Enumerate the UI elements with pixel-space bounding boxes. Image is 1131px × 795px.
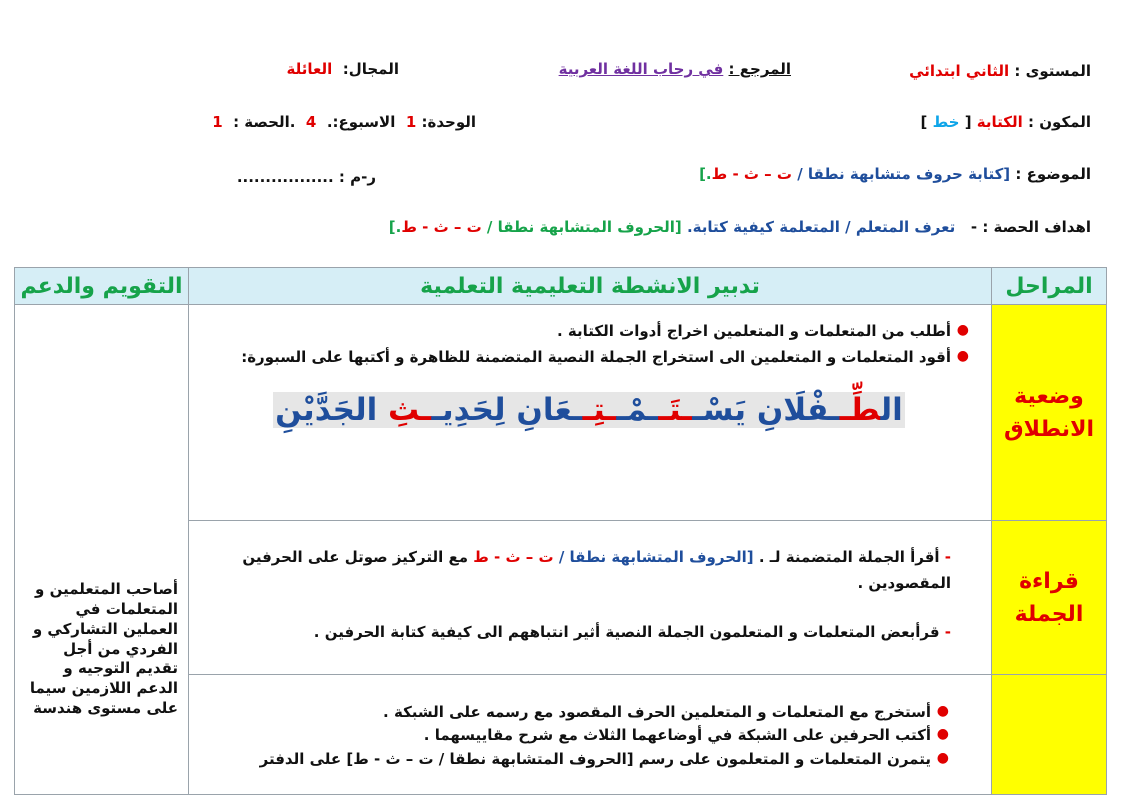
eval-text: أصاحب المتعلمين و المتعلمات في العملين التشاركي و الفردي من أجل تقديم التوجيه و الدعم اللازمين سيما على مستوى هندسة	[29, 579, 178, 718]
session-label: .الحصة :	[233, 113, 296, 131]
s3-item1: أستخرج مع المتعلمات و المتعلمين الحرف المقصود مع رسمه على الشبكة .	[383, 703, 931, 721]
s3-item2: أكتب الحرفين على الشبكة في أوضاعهما الثلاث مع شرح مقاييسهما .	[423, 726, 931, 745]
list-item	[209, 724, 949, 747]
goals-letters: ت – ث - ط	[401, 218, 482, 236]
topic-field	[699, 165, 1091, 183]
list-item: - قرأبعض المتعلمات و المتعلمون الجملة النصية أثير انتباههم الى كيفية كتابة الحرفين .	[313, 623, 951, 641]
level-value: الثاني ابتدائي	[909, 62, 1010, 80]
reference-field	[559, 60, 791, 78]
list-item	[209, 319, 969, 345]
s2-item1-b: [الحروف المتشابهة نطقا /	[558, 548, 754, 566]
goals-label: اهداف الحصة : -	[970, 218, 1091, 236]
list-item	[209, 748, 949, 771]
session-value: 1	[212, 113, 223, 131]
activities-start	[189, 305, 992, 521]
bullet-icon: ●	[936, 749, 949, 766]
s1-item1: أطلب من المتعلمات و المتعلمين اخراج أدوات الكتابة .	[557, 322, 951, 340]
list-item	[209, 701, 949, 724]
eval-cell	[15, 305, 189, 795]
rm-label: ر-م :	[338, 168, 376, 186]
col-eval-header: التقويم والدعم	[15, 268, 189, 305]
stage-reading-line1: قراءة	[1019, 568, 1079, 594]
stage-start-line1: وضعية	[1014, 383, 1084, 409]
bullet-icon: ●	[956, 322, 969, 338]
component-field	[921, 113, 1092, 131]
s1-item2: أقود المتعلمات و المتعلمين الى استخراج الجملة النصية المتضمنة للظاهرة و أكتبها على السبورة:	[241, 347, 951, 366]
s2-item1-c: مع التركيز صوتل على الحرفين المقصودين .	[242, 548, 951, 592]
topic-text: [كتابة حروف متشابهة نطقا /	[797, 165, 1011, 183]
unit-week-session	[212, 113, 476, 131]
list-item: - أقرأ الجملة المتضمنة لـ . [الحروف المتشابهة نطقا / ت – ث - ط مع التركيز صوتل على الحرفين المقصودين .	[242, 548, 951, 592]
sentence-part: الجَدَّيْنِ	[275, 392, 389, 428]
week-value: 4	[305, 113, 317, 131]
activities-reading	[189, 521, 992, 675]
table-header-row	[15, 268, 1107, 305]
sentence-part: ـثِ	[388, 392, 432, 428]
goals-bracket: [الحروف المتشابهة نطقا /	[486, 218, 682, 236]
unit-value: 1	[405, 113, 417, 131]
sentence-part: ـمْـ	[616, 392, 659, 428]
bullet-icon: ●	[936, 703, 949, 719]
sentence-part: ـتَـ	[658, 392, 693, 428]
col-stages-header: المراحل	[992, 268, 1107, 305]
s2-item1-letters: ت – ث - ط	[473, 548, 554, 566]
topic-label: الموضوع :	[1015, 165, 1091, 183]
stage-third	[992, 675, 1107, 795]
goals-close: .]	[388, 218, 402, 236]
unit-label: الوحدة:	[421, 113, 476, 131]
domain-label: المجال:	[342, 60, 399, 78]
stage-reading	[992, 521, 1107, 675]
table-row	[15, 305, 1107, 521]
stage-reading-line2: الجملة	[1014, 601, 1084, 627]
domain-value: العائلة	[286, 60, 333, 78]
s2-item2: قرأبعض المتعلمات و المتعلمون الجملة النصية أثير انتباههم الى كيفية كتابة الحرفين .	[313, 623, 940, 641]
activities-third	[189, 675, 992, 795]
level-label: المستوى :	[1014, 62, 1091, 80]
component-bracket-open: [	[964, 113, 972, 131]
reference-value: في رحاب اللغة العربية	[558, 60, 724, 78]
stage-start-line2: الانطلاق	[1004, 416, 1094, 442]
sentence-part: ـتِـ	[582, 392, 617, 428]
col-activities-header: تدبير الانشطة التعليمية التعلمية	[189, 268, 992, 305]
sentence-part: ـفْلَانِ يَسْـ	[692, 392, 840, 428]
sentence-part: ال	[880, 392, 903, 428]
s3-item3: يتمرن المتعلمات و المتعلمون على رسم [الحروف المتشابهة نطقا / ت – ث - ط] على الدفتر	[259, 749, 931, 768]
reference-label: المرجع :	[728, 60, 791, 78]
stage-start	[992, 305, 1107, 521]
goals-field	[389, 218, 1091, 236]
bullet-icon: ●	[956, 347, 969, 364]
week-label: الاسبوع:.	[326, 113, 396, 131]
topic-letters: ت – ث - ط	[711, 165, 792, 183]
component-bracket-close: ]	[920, 113, 928, 131]
lesson-table	[14, 267, 1107, 795]
rm-field	[237, 168, 376, 186]
sentence-part: ـعَانِ لِحَدِيـ	[431, 392, 583, 428]
rm-dots: .................	[236, 168, 334, 186]
component-value: الكتابة	[976, 113, 1023, 131]
list-item	[209, 345, 969, 371]
bullet-icon: ●	[936, 726, 949, 743]
goals-text: تعرف المتعلم / المتعلمة كيفية كتابة.	[686, 218, 956, 236]
sentence-part: طِّـ	[839, 392, 881, 428]
vocalized-sentence	[209, 390, 969, 430]
s2-item1-a: أقرأ الجملة المتضمنة لـ .	[758, 548, 940, 566]
domain-field	[287, 60, 399, 78]
component-label: المكون :	[1028, 113, 1091, 131]
component-sub: خط	[932, 113, 960, 131]
topic-close: .]	[699, 165, 712, 183]
level-field	[909, 62, 1091, 80]
